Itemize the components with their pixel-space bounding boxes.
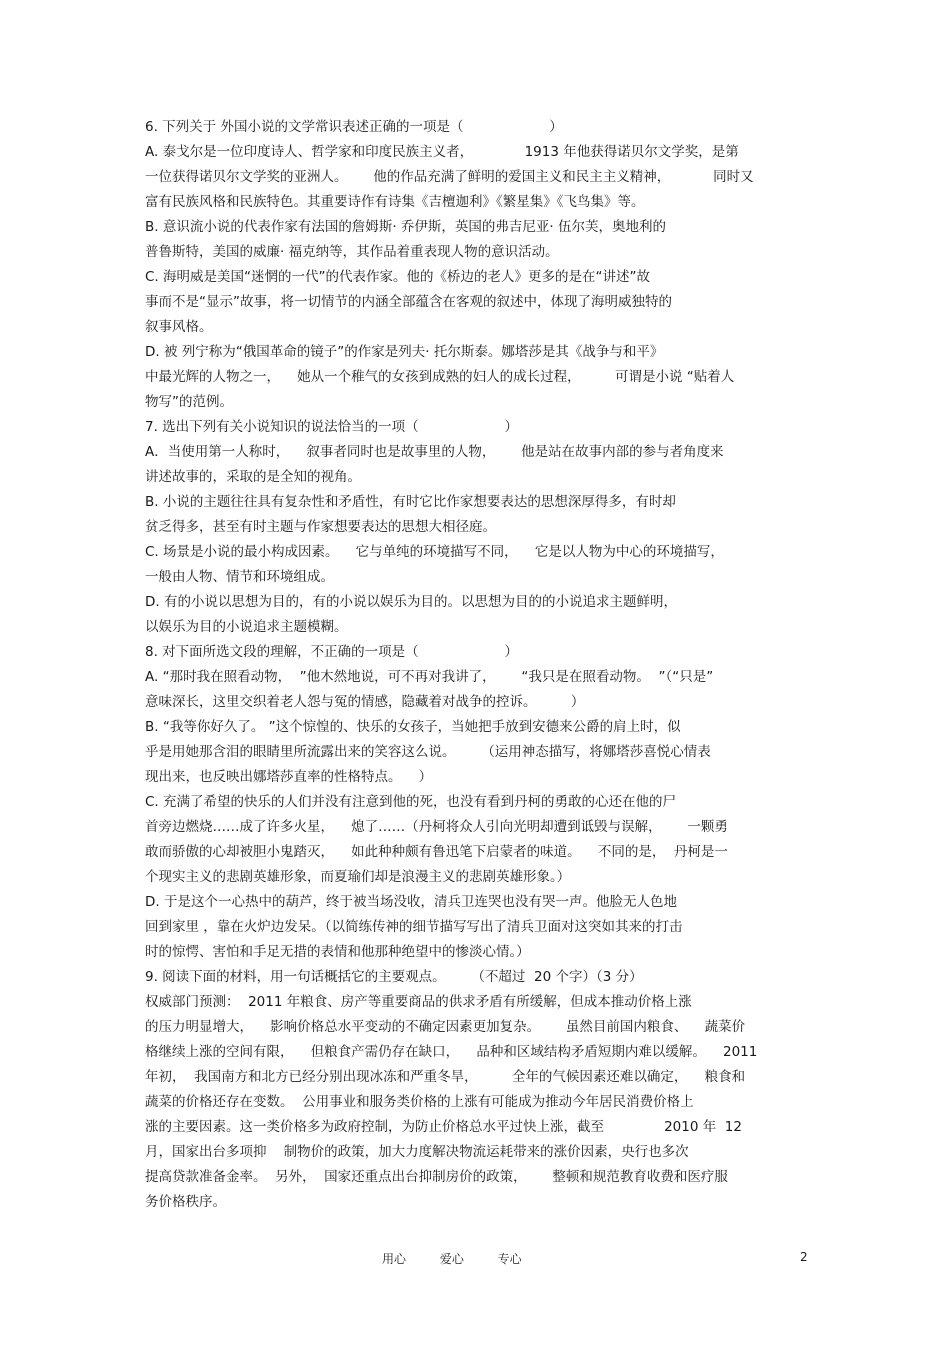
text-line: 6. 下列关于 外国小说的文学常识表述正确的一项是（ ） <box>145 119 563 135</box>
text-line: C. 充满了希望的快乐的人们并没有注意到他的死，也没有看到丹柯的勇敢的心还在他的尸 <box>145 794 677 810</box>
text-line: 贫乏得多，甚至有时主题与作家想要表达的思想大相径庭。 <box>145 519 496 535</box>
text-line: 物写”的范例。 <box>145 394 233 410</box>
text-line: 以娱乐为目的小说追求主题模糊。 <box>145 619 348 635</box>
text-line: 的压力明显增大， 影响价格总水平变动的不确定因素更加复杂。 虽然目前国内粮食、 蔬菜价 <box>145 1019 746 1035</box>
text-line: 9. 阅读下面的材料，用一句话概括它的主要观点。 （不超过 20 个字）（3 分） <box>145 969 643 985</box>
text-line: D. 被 列宁称为“俄国革命的镜子”的作家是列夫· 托尔斯泰。娜塔莎是其《战争与和平》 <box>145 344 664 360</box>
text-line: 涨的主要因素。这一类价格多为政府控制，为防止价格总水平过快上涨，截至 2010 年 12 <box>145 1119 742 1135</box>
text-line: D. 于是这个一心热中的葫芦，终于被当场没收，清兵卫连哭也没有哭一声。他脸无人色地 <box>145 894 677 910</box>
text-line: A. 泰戈尔是一位印度诗人、哲学家和印度民族主义者， 1913 年他获得诺贝尔文学奖，是第 <box>145 144 739 160</box>
text-line: 富有民族风格和民族特色。其重要诗作有诗集《吉檀迦利》《繁星集》《飞鸟集》等。 <box>145 194 645 210</box>
text-line: 一般由人物、情节和环境组成。 <box>145 569 334 585</box>
question-text-body <box>145 117 810 1217</box>
text-line: 年初， 我国南方和北方已经分别出现冰冻和严重冬旱， 全年的气候因素还难以确定， 粮食和 <box>145 1069 746 1085</box>
text-line: 回到家里 ，靠在火炉边发呆。（以简练传神的细节描写写出了清兵卫面对这突如其来的打击 <box>145 919 683 935</box>
text-line: 事而不是“显示”故事，将一切情节的内涵全部蕴含在客观的叙述中，体现了海明威独特的 <box>145 294 672 310</box>
text-line: 现出来，也反映出娜塔莎直率的性格特点。 ） <box>145 769 433 785</box>
text-line: 务价格秩序。 <box>145 1194 226 1210</box>
text-line: 意味深长，这里交织着老人怨与冤的情感，隐藏着对战争的控诉。 ） <box>145 694 585 710</box>
text-line: 叙事风格。 <box>145 319 213 335</box>
text-line: B. 意识流小说的代表作家有法国的詹姆斯· 乔伊斯，英国的弗吉尼亚· 伍尔芙，奥地利的 <box>145 219 667 235</box>
text-line: A．当使用第一人称时， 叙事者同时也是故事里的人物， 他是站在故事内部的参与者角度来 <box>145 444 724 460</box>
text-line: 中最光辉的人物之一， 她从一个稚气的女孩到成熟的妇人的成长过程， 可谓是小说 “贴着人 <box>145 369 735 385</box>
footer-motto: 用心 爱心 专心 <box>382 1252 522 1266</box>
text-line: 一位获得诺贝尔文学奖的亚洲人。 他的作品充满了鲜明的爱国主义和民主主义精神， 同时又 <box>145 169 754 185</box>
text-line: 格继续上涨的空间有限， 但粮食产需仍存在缺口， 品种和区域结构矛盾短期内难以缓解。 2011 <box>145 1044 758 1060</box>
text-line: 提高贷款准备金率。 另外， 国家还重点出台抑制房价的政策， 整顿和规范教育收费和医疗服 <box>145 1169 728 1185</box>
text-line: B. 小说的主题往往具有复杂性和矛盾性，有时它比作家想要表达的思想深厚得多，有时却 <box>145 494 676 510</box>
text-line: C. 场景是小说的最小构成因素。 它与单纯的环境描写不同， 它是以人物为中心的环境描写， <box>145 544 724 560</box>
text-line: 敢而骄傲的心却被胆小鬼踏灭， 如此种种颇有鲁迅笔下启蒙者的味道。 不同的是， 丹柯是一 <box>145 844 728 860</box>
text-line: 时的惊愕、害怕和手足无措的表情和他那种绝望中的惨淡心情。） <box>145 944 530 960</box>
text-line: 个现实主义的悲剧英雄形象，而夏瑜们却是浪漫主义的悲剧英雄形象。） <box>145 869 571 885</box>
text-line: 首旁边燃烧……成了许多火星， 熄了……（丹柯将众人引向光明却遭到诋毁与误解， 一颗勇 <box>145 819 728 835</box>
page-number: 2 <box>800 1250 808 1264</box>
text-line: 乎是用她那含泪的眼睛里所流露出来的笑容这么说。 （运用神态描写，将娜塔莎喜悦心情表 <box>145 744 711 760</box>
text-line: 蔬菜的价格还存在变数。 公用事业和服务类价格的上涨有可能成为推动今年居民消费价格上 <box>145 1094 694 1110</box>
text-line: 讲述故事的，采取的是全知的视角。 <box>145 469 361 485</box>
text-line: C. 海明威是美国“迷惘的一代”的代表作家。他的《桥边的老人》更多的是在“讲述”故 <box>145 269 650 285</box>
text-line: A. “那时我在照看动物， ”他木然地说，可不再对我讲了， “我只是在照看动物。 ”（“只是” <box>145 669 714 685</box>
text-line: 7. 选出下列有关小说知识的说法恰当的一项（ ） <box>145 419 518 435</box>
text-line: B. “我等你好久了。 ”这个惊惶的、快乐的女孩子，当她把手放到安德来公爵的肩上时，似 <box>145 719 681 735</box>
text-line: 8. 对下面所选文段的理解，不正确的一项是（ ） <box>145 644 518 660</box>
text-line: 月，国家出台多项抑 制物价的政策，加大力度解决物流运耗带来的涨价因素，央行也多次 <box>145 1144 689 1160</box>
text-line: 权威部门预测： 2011 年粮食、房产等重要商品的供求矛盾有所缓解，但成本推动价格上涨 <box>145 994 692 1010</box>
text-line: D. 有的小说以思想为目的，有的小说以娱乐为目的。以思想为目的的小说追求主题鲜明， <box>145 594 677 610</box>
text-line: 普鲁斯特，美国的威廉· 福克纳等，其作品着重表现人物的意识活动。 <box>145 244 559 260</box>
